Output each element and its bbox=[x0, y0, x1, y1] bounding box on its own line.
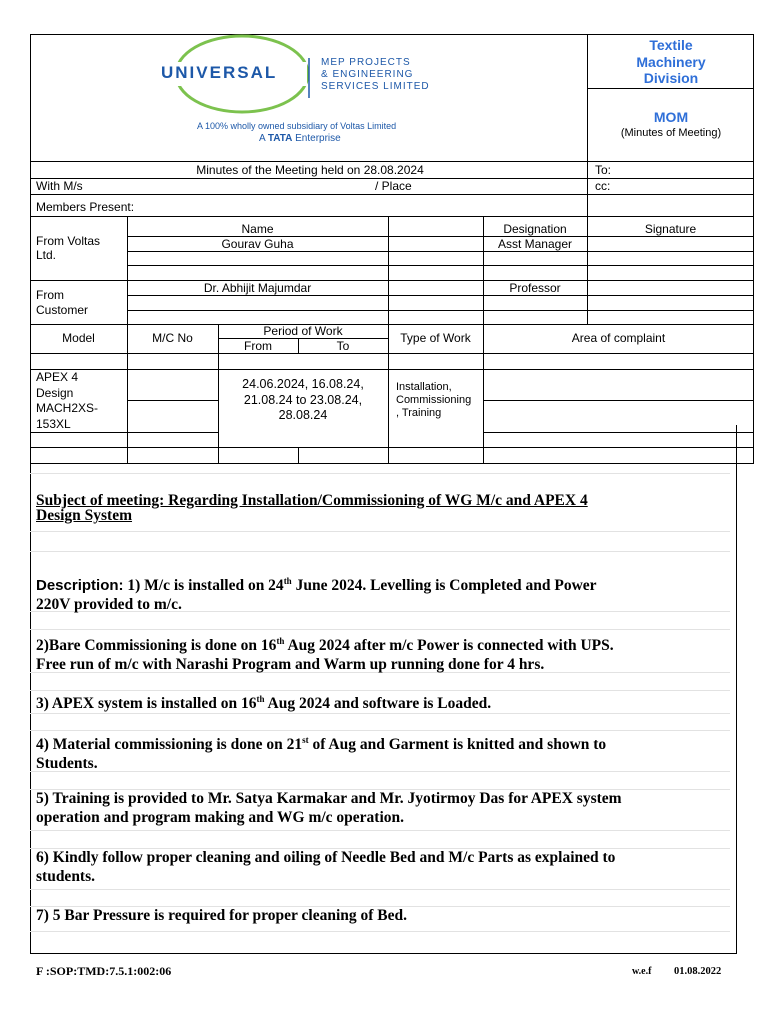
model-line-3: MACH2XS- bbox=[36, 401, 99, 415]
with-label: With M/s bbox=[36, 179, 83, 193]
mom-subtitle: (Minutes of Meeting) bbox=[620, 127, 722, 139]
logo-enterprise-prefix: A bbox=[259, 133, 266, 144]
division-line-2: Machinery bbox=[636, 53, 706, 70]
row-line bbox=[127, 310, 754, 311]
body-border-right bbox=[736, 425, 737, 953]
body-border-left bbox=[30, 464, 31, 953]
row-line bbox=[30, 324, 754, 325]
division-line-1: Textile bbox=[649, 37, 693, 53]
subject-line-1: Subject of meeting: Regarding Installation/Commissioning of WG M/c and APEX 4 bbox=[36, 492, 588, 509]
p3-text-b: Aug 2024 and software is Loaded. bbox=[264, 695, 492, 713]
rule-line bbox=[30, 531, 730, 532]
p6-line-1: 6) Kindly follow proper cleaning and oiling of Needle Bed and M/c Parts as explained to bbox=[36, 849, 616, 866]
from-voltas-line-1: From Voltas bbox=[36, 234, 101, 248]
meeting-held-on: Minutes of the Meeting held on 28.08.2024 bbox=[196, 163, 424, 177]
description-label: Description: bbox=[36, 577, 124, 595]
logo-company-line-2: & ENGINEERING bbox=[321, 69, 414, 80]
p1-text-a: 1) M/c is installed on 24 bbox=[123, 577, 284, 595]
p5-line-1: 5) Training is provided to Mr. Satya Karmakar and Mr. Jyotirmoy Das for APEX system bbox=[36, 790, 622, 807]
period-line-2: 21.08.24 to 23.08.24, bbox=[243, 392, 363, 407]
p5-line-2: operation and program making and WG m/c operation. bbox=[36, 809, 405, 826]
p2-sup: th bbox=[276, 636, 285, 646]
p1-sup: th bbox=[283, 576, 292, 586]
description-para-1 bbox=[36, 572, 736, 614]
from-customer-label bbox=[36, 288, 88, 318]
row-line bbox=[483, 432, 754, 433]
model-line-2: Design bbox=[36, 385, 74, 400]
description-para-5 bbox=[36, 789, 736, 827]
logo-enterprise-suffix: Enterprise bbox=[295, 133, 341, 144]
row-line bbox=[127, 400, 218, 401]
col-area-header: Area of complaint bbox=[571, 331, 666, 345]
p3-text-a: 3) APEX system is installed on 16 bbox=[36, 695, 257, 713]
logo-brand: UNIVERSAL bbox=[161, 63, 278, 82]
type-line-3: , Training bbox=[396, 407, 442, 419]
p6-line-2: students. bbox=[36, 868, 96, 885]
from-voltas-line-2: Ltd. bbox=[36, 248, 57, 262]
logo-tagline: A 100% wholly owned subsidiary of Voltas Limited bbox=[197, 121, 397, 131]
p4-sup: st bbox=[302, 735, 309, 745]
logo-enterprise bbox=[259, 133, 341, 144]
voltas-member-name: Gourav Guha bbox=[221, 237, 294, 251]
row-line bbox=[30, 194, 754, 195]
rule-line bbox=[30, 830, 730, 831]
division-line-3: Division bbox=[643, 70, 699, 86]
row-line bbox=[30, 353, 754, 354]
col-designation-header: Designation bbox=[503, 222, 567, 236]
voltas-member-designation: Asst Manager bbox=[497, 237, 573, 251]
p4-text-b: of Aug and Garment is knitted and shown to bbox=[308, 736, 607, 754]
p2-text-a: 2)Bare Commissioning is done on 16 bbox=[36, 637, 277, 655]
customer-member-designation: Professor bbox=[509, 281, 561, 295]
mom-title: MOM bbox=[653, 109, 689, 125]
p1-text-b: June 2024. Levelling is Completed and Power bbox=[291, 577, 597, 595]
description-para-4 bbox=[36, 731, 736, 773]
row-line bbox=[127, 295, 754, 296]
row-line bbox=[30, 432, 218, 433]
type-line-2: Commissioning bbox=[396, 394, 472, 406]
row-line bbox=[30, 447, 754, 448]
division-title bbox=[588, 37, 754, 87]
details-table bbox=[30, 161, 754, 464]
to-label: To: bbox=[595, 163, 612, 177]
row-line bbox=[30, 216, 754, 217]
period-value bbox=[218, 377, 388, 424]
from-customer-line-1: From bbox=[36, 288, 64, 302]
col-line bbox=[587, 161, 588, 216]
description-para-2 bbox=[36, 632, 736, 674]
cc-label: cc: bbox=[595, 179, 611, 193]
description-para-7 bbox=[36, 906, 736, 925]
subject-line-2: Design System bbox=[36, 507, 133, 524]
rule-line bbox=[30, 473, 730, 474]
col-from-header: From bbox=[244, 339, 272, 353]
row-line bbox=[127, 265, 754, 266]
col-line bbox=[388, 216, 389, 324]
rule-line bbox=[30, 551, 730, 552]
col-line bbox=[483, 324, 484, 464]
from-voltas-label bbox=[36, 234, 100, 262]
model-line-4: 153XL bbox=[36, 416, 71, 431]
body-border-bottom bbox=[30, 953, 737, 954]
p1-line-2: 220V provided to m/c. bbox=[36, 596, 182, 614]
row-line bbox=[30, 369, 754, 370]
logo-enterprise-brand: TATA bbox=[267, 133, 293, 144]
p2-text-b: Aug 2024 after m/c Power is connected with UPS. bbox=[284, 637, 614, 655]
rule-line bbox=[30, 889, 730, 890]
place-label: / Place bbox=[375, 179, 412, 193]
header-right-divider bbox=[587, 88, 754, 89]
logo-company-line-1: MEP PROJECTS bbox=[321, 57, 411, 68]
col-type-header: Type of Work bbox=[400, 331, 471, 345]
description-para-6 bbox=[36, 848, 736, 886]
rule-line bbox=[30, 931, 730, 932]
description-para-3 bbox=[36, 690, 736, 713]
members-present-label: Members Present: bbox=[36, 200, 135, 214]
row-line bbox=[483, 400, 754, 401]
period-line-3: 28.08.24 bbox=[278, 408, 328, 422]
customer-member-name: Dr. Abhijit Majumdar bbox=[203, 281, 312, 295]
col-line bbox=[388, 324, 389, 464]
p4-line-2: Students. bbox=[36, 755, 98, 773]
wef-label: w.e.f bbox=[632, 966, 652, 977]
wef-date: 01.08.2022 bbox=[674, 966, 722, 977]
p7-line: 7) 5 Bar Pressure is required for proper cleaning of Bed. bbox=[36, 907, 407, 924]
type-of-work-value bbox=[396, 381, 471, 420]
col-period-header: Period of Work bbox=[263, 324, 343, 338]
col-name-header: Name bbox=[241, 222, 274, 236]
model-value bbox=[36, 370, 98, 432]
col-mc-no-header: M/C No bbox=[152, 331, 193, 345]
col-line bbox=[127, 324, 128, 464]
col-line bbox=[298, 447, 299, 464]
col-model-header: Model bbox=[62, 331, 95, 345]
period-line-1: 24.06.2024, 16.08.24, bbox=[242, 377, 364, 391]
logo-company-line-3: SERVICES LIMITED bbox=[321, 81, 430, 92]
p4-text-a: 4) Material commissioning is done on 21 bbox=[36, 736, 303, 754]
model-line-1: APEX 4 bbox=[36, 370, 79, 384]
col-to-header: To bbox=[336, 339, 350, 353]
document-reference: F :SOP:TMD:7.5.1:002:06 bbox=[36, 964, 172, 978]
p2-line-2: Free run of m/c with Narashi Program and Warm up running done for 4 hrs. bbox=[36, 656, 545, 674]
row-line bbox=[127, 251, 754, 252]
col-signature-header: Signature bbox=[644, 222, 697, 236]
rule-line bbox=[30, 629, 730, 630]
p3-sup: th bbox=[256, 694, 265, 704]
from-customer-line-2: Customer bbox=[36, 303, 89, 317]
type-line-1: Installation, bbox=[396, 381, 452, 393]
company-logo bbox=[155, 32, 465, 150]
